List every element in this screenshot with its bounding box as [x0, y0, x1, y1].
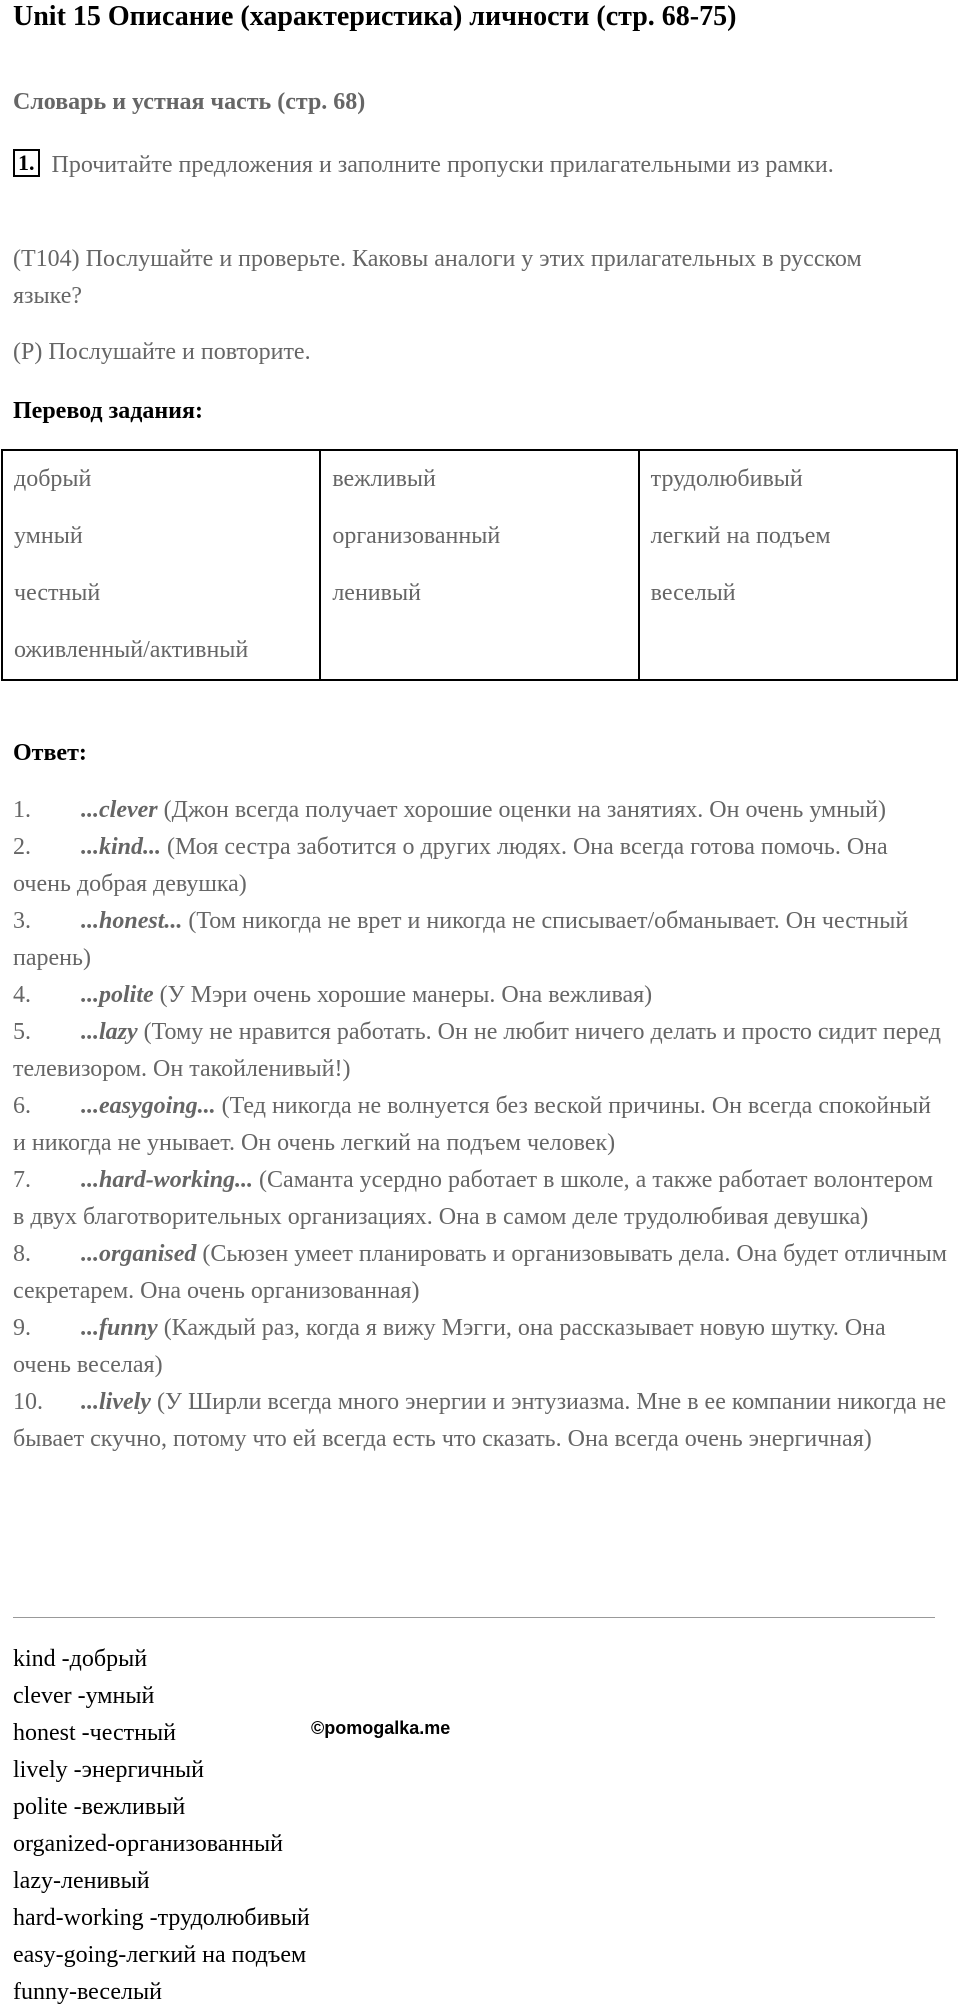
vocab-table [1, 449, 958, 681]
answer-number: 10. [13, 1389, 43, 1415]
answer-item [13, 1014, 948, 1088]
answer-number: 4. [13, 982, 31, 1008]
glossary-item: easy-going-легкий на подъем [13, 1942, 307, 1968]
answer-number: 6. [13, 1093, 31, 1119]
task-listen-text: (T104) Послушайте и проверьте. Каковы аналоги у этих прилагательных в русском языке? [13, 246, 862, 309]
answer-keyword: ...kind... [81, 834, 162, 860]
answer-number: 7. [13, 1167, 31, 1193]
answer-text: (Моя сестра заботится о других людях. Она всегда готова помочь. Она очень добрая девушка) [13, 834, 888, 897]
answer-text: (Том никогда не врет и никогда не списывает/обманывает. Он честный парень) [13, 908, 909, 971]
task-repeat-text: (P) Послушайте и повторите. [13, 339, 311, 365]
vocab-word: легкий на подъем [650, 523, 831, 549]
section-heading: Словарь и устная часть (стр. 68) [13, 89, 366, 115]
vocab-column-2 [320, 450, 638, 680]
glossary-item: hard-working -трудолюбивый [13, 1905, 310, 1931]
vocab-word: добрый [14, 466, 92, 492]
vocab-column-1 [2, 450, 320, 680]
translation-heading: Перевод задания: [13, 398, 203, 424]
answer-number: 5. [13, 1019, 31, 1045]
vocab-column-3 [639, 450, 957, 680]
vocab-word: веселый [650, 580, 736, 606]
answer-text: (Тед никогда не волнуется без веской причины. Он всегда спокойный и никогда не унывает. Он очень легкий на подъем человек) [13, 1093, 931, 1156]
vocab-word: трудолюбивый [650, 466, 803, 492]
watermark: ©pomogalka.me [311, 1718, 451, 1738]
answer-item [13, 1310, 948, 1384]
answer-keyword: ...clever [81, 797, 158, 823]
glossary-item: polite -вежливый [13, 1794, 186, 1820]
answer-text: (У Мэри очень хорошие манеры. Она вежливая) [153, 982, 653, 1008]
task-instruction [13, 147, 913, 184]
answer-keyword: ...polite [81, 982, 154, 1008]
glossary-item: clever -умный [13, 1683, 155, 1709]
answer-number: 9. [13, 1315, 31, 1341]
glossary-item: funny-веселый [13, 1979, 162, 2005]
answer-keyword: ...lively [81, 1389, 151, 1415]
answer-text: (Сьюзен умеет планировать и организовывать дела. Она будет отличным секретарем. Она очень организованная) [13, 1241, 947, 1304]
vocab-word: честный [14, 580, 101, 606]
answer-heading: Ответ: [13, 740, 87, 766]
page-title: Unit 15 Описание (характеристика) личности (стр. 68-75) [13, 1, 737, 32]
answer-text: (Саманта усердно работает в школе, а также работает волонтером в двух благотворительных организациях. Она в самом деле трудолюбивая девушка) [13, 1167, 934, 1230]
answer-item [13, 903, 948, 977]
glossary-item: honest -честный [13, 1720, 176, 1746]
vocab-word: умный [14, 523, 83, 549]
glossary-item: lazy-ленивый [13, 1868, 150, 1894]
vocab-word: вежливый [332, 466, 436, 492]
answer-keyword: ...funny [81, 1315, 158, 1341]
answer-text: (Каждый раз, когда я вижу Мэгги, она рассказывает новую шутку. Она очень веселая) [13, 1315, 886, 1378]
answer-keyword: ...hard-working... [81, 1167, 254, 1193]
divider-line [13, 1617, 935, 1618]
answer-keyword: ...easygoing... [81, 1093, 216, 1119]
answer-text: (Тому не нравится работать. Он не любит ничего делать и просто сидит перед телевизором. Он такойленивый!) [13, 1019, 941, 1082]
answer-item [13, 1384, 948, 1458]
vocab-word: организованный [332, 523, 501, 549]
glossary-item: organized-организованный [13, 1831, 284, 1857]
glossary-list [13, 1641, 310, 2011]
answer-item [13, 977, 948, 1014]
vocab-word: оживленный/активный [14, 637, 249, 663]
vocab-word: ленивый [332, 580, 421, 606]
glossary-item: kind -добрый [13, 1646, 148, 1672]
answer-item [13, 1088, 948, 1162]
answer-item [13, 1236, 948, 1310]
answer-item [13, 1162, 948, 1236]
answer-text: (Джон всегда получает хорошие оценки на занятиях. Он очень умный) [157, 797, 887, 823]
task-text: Прочитайте предложения и заполните пропуски прилагательными из рамки. [51, 152, 834, 178]
answer-keyword: ...organised [81, 1241, 197, 1267]
answer-list [13, 792, 948, 1458]
answer-number: 3. [13, 908, 31, 934]
answer-text: (У Ширли всегда много энергии и энтузиазма. Мне в ее компании никогда не бывает скучно, потому что ей всегда есть что сказать. Она всегда очень энергичная) [13, 1389, 947, 1452]
answer-number: 1. [13, 797, 31, 823]
answer-item [13, 829, 948, 903]
answer-number: 8. [13, 1241, 31, 1267]
task-number-box: 1. [13, 149, 40, 177]
answer-keyword: ...lazy [81, 1019, 138, 1045]
answer-item [13, 792, 948, 829]
glossary-item: lively -энергичный [13, 1757, 205, 1783]
answer-keyword: ...honest... [81, 908, 183, 934]
answer-number: 2. [13, 834, 31, 860]
